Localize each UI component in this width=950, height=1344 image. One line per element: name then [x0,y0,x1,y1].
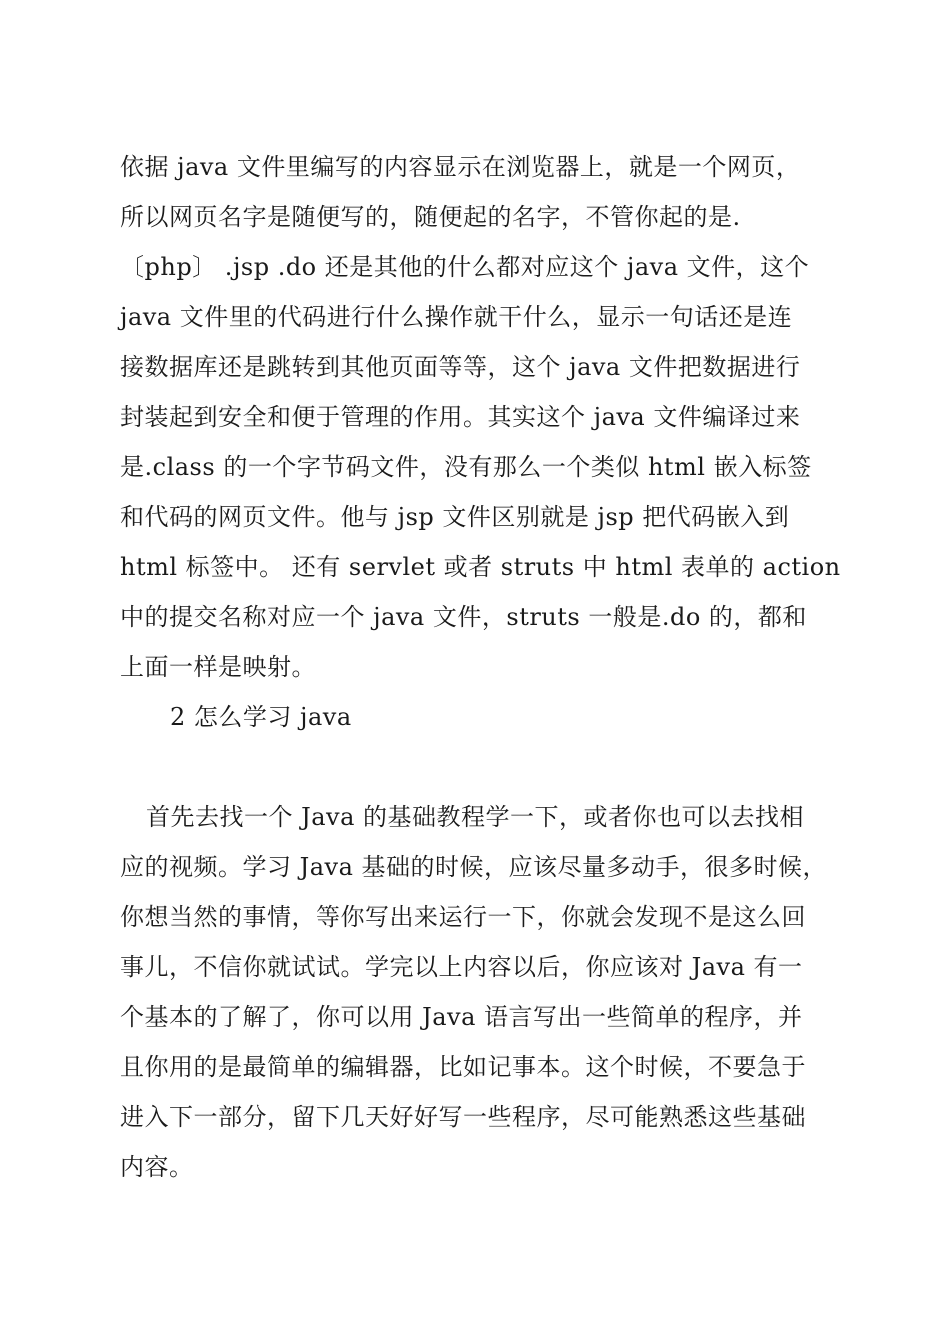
text-line: 应的视频。学习 Java 基础的时候，应该尽量多动手，很多时候， [120,853,828,881]
text-line: 个基本的了解了，你可以用 Java 语言写出一些简单的程序，并 [120,1003,803,1031]
text-line: 接数据库还是跳转到其他页面等等，这个 java 文件把数据进行 [120,353,801,381]
text-line: 上面一样是映射。 [120,653,316,681]
text-line: 〔php〕 .jsp .do 还是其他的什么都对应这个 java 文件，这个 [120,253,810,281]
text-line: 内容。 [120,1153,194,1181]
text-line: 事儿，不信你就试试。学完以上内容以后，你应该对 Java 有一 [120,953,803,981]
section-heading: 2 怎么学习 java [170,703,352,731]
text-line: 是.class 的一个字节码文件，没有那么一个类似 html 嵌入标签 [120,453,812,481]
text-line: 你想当然的事情，等你写出来运行一下，你就会发现不是这么回 [120,903,806,931]
text-line: html 标签中。 还有 servlet 或者 struts 中 html 表单的 action [120,553,841,581]
text-line: 所以网页名字是随便写的，随便起的名字，不管你起的是. [120,203,741,231]
text-line: java 文件里的代码进行什么操作就干什么，显示一句话还是连 [120,303,793,331]
text-line: 依据 java 文件里编写的内容显示在浏览器上，就是一个网页， [120,153,801,181]
text-line: 首先去找一个 Java 的基础教程学一下，或者你也可以去找相 [146,803,805,831]
text-line: 且你用的是最简单的编辑器，比如记事本。这个时候，不要急于 [120,1053,806,1081]
text-line: 和代码的网页文件。他与 jsp 文件区别就是 jsp 把代码嵌入到 [120,503,790,531]
text-line: 中的提交名称对应一个 java 文件，struts 一般是.do 的，都和 [120,603,807,631]
text-line: 封装起到安全和便于管理的作用。其实这个 java 文件编译过来 [120,403,801,431]
text-line: 进入下一部分，留下几天好好写一些程序，尽可能熟悉这些基础 [120,1103,806,1131]
